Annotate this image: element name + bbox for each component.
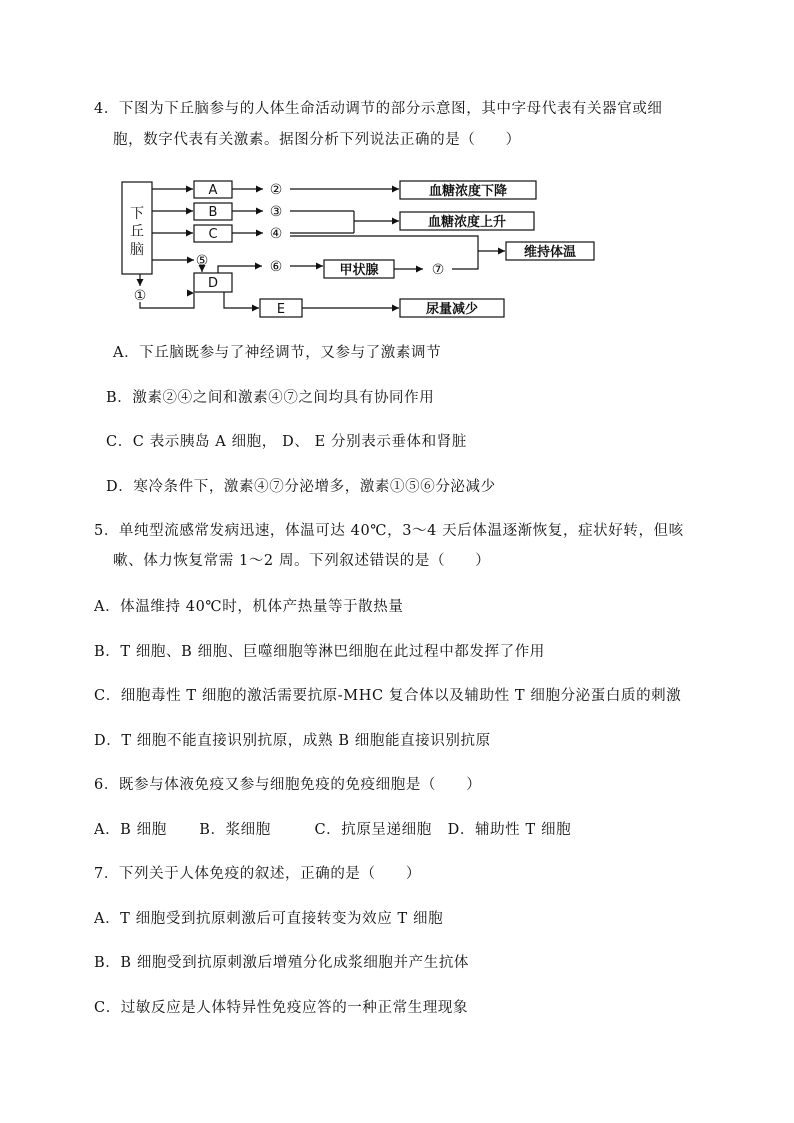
q4-stem-line2: 胞，数字代表有关激素。据图分析下列说法正确的是（ ） [113, 132, 521, 148]
box-b-label: B [208, 205, 218, 220]
q5-option-a: A．体温维持 40℃时，机体产热量等于散热量 [94, 599, 404, 615]
box-d-label: D [207, 276, 219, 291]
q4-regulation-diagram [118, 176, 608, 324]
hormone-7: ⑦ [431, 262, 445, 278]
q6-option-b: B．浆细胞 [199, 822, 271, 838]
q6-options [94, 820, 571, 840]
q5-option-c: C．细胞毒性 T 细胞的激活需要抗原-MHC 复合体以及辅助性 T 细胞分泌蛋白质的刺激 [94, 688, 682, 704]
thyroid-label: 甲状腺 [339, 263, 379, 278]
q4-option-a: A．下丘脑既参与了神经调节，又参与了激素调节 [113, 345, 442, 361]
q6-stem: 6．既参与体液免疫又参与细胞免疫的免疫细胞是（ ） [94, 777, 482, 793]
q7-option-b: B．B 细胞受到抗原刺激后增殖分化成浆细胞并产生抗体 [94, 955, 470, 971]
body-temp-label: 维持体温 [523, 245, 577, 260]
hormone-6: ⑥ [269, 259, 283, 275]
q4-option-d: D．寒冷条件下，激素④⑦分泌增多，激素①⑤⑥分泌减少 [106, 479, 496, 495]
q6-option-c: C．抗原呈递细胞 [314, 822, 432, 838]
glucose-up-label: 血糖浓度上升 [427, 215, 507, 230]
box-c-label: C [208, 227, 218, 242]
hypothalamus-label-1: 下 [130, 206, 144, 222]
q4-option-b: B．激素②④之间和激素④⑦之间均具有协同作用 [106, 390, 435, 406]
q7-option-a: A．T 细胞受到抗原刺激后可直接转变为效应 T 细胞 [94, 911, 444, 927]
q6-option-a: A．B 细胞 [94, 822, 167, 838]
urine-less-label: 尿量减少 [425, 302, 479, 317]
q5-stem-line2: 嗽、体力恢复常需 1～2 周。下列叙述错误的是（ ） [113, 553, 491, 569]
q7-option-c: C．过敏反应是人体特异性免疫应答的一种正常生理现象 [94, 1000, 469, 1016]
q5-option-b: B．T 细胞、B 细胞、巨噬细胞等淋巴细胞在此过程中都发挥了作用 [94, 644, 545, 660]
hormone-3: ③ [269, 204, 283, 220]
hormone-2: ② [269, 182, 283, 198]
hormone-4: ④ [269, 226, 283, 242]
q5-option-d: D．T 细胞不能直接识别抗原，成熟 B 细胞能直接识别抗原 [94, 733, 491, 749]
box-a-label: A [208, 183, 218, 198]
hypothalamus-label-2: 丘 [130, 224, 144, 240]
hormone-1: ① [133, 288, 147, 304]
q4-stem-line1: 4．下图为下丘脑参与的人体生命活动调节的部分示意图，其中字母代表有关器官或细 [94, 101, 663, 117]
glucose-down-label: 血糖浓度下降 [428, 184, 508, 199]
hormone-5: ⑤ [195, 253, 209, 269]
hypothalamus-label-3: 脑 [130, 242, 144, 258]
q4-option-c: C．C 表示胰岛 A 细胞， D、 E 分别表示垂体和肾脏 [106, 434, 467, 450]
box-e-label: E [276, 302, 286, 317]
q6-option-d: D．辅助性 T 细胞 [447, 822, 572, 838]
q7-stem: 7．下列关于人体免疫的叙述，正确的是（ ） [94, 866, 421, 882]
q5-stem-line1: 5．单纯型流感常发病迅速，体温可达 40℃，3～4 天后体温逐渐恢复，症状好转，但咳 [94, 523, 684, 539]
